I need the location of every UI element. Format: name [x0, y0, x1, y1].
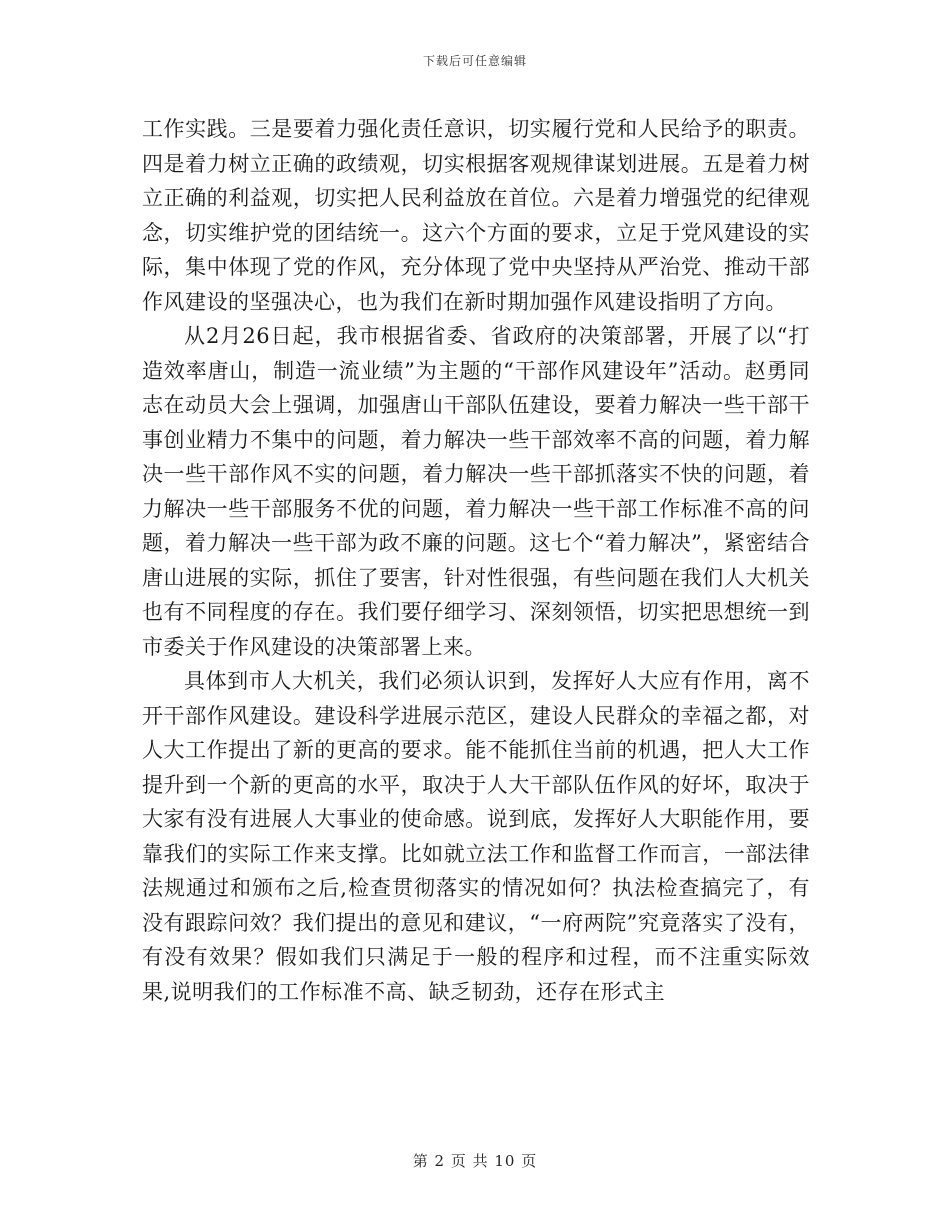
page-footer: 第 2 页 共 10 页: [412, 1152, 538, 1170]
paragraph-3: 具体到市人大机关，我们必须认识到，发挥好人大应有作用，离不开干部作风建设。建设科学进展示范区，建设人民群众的幸福之都，对人大工作提出了新的更高的要求。能不能抓住当前的机遇，把人大工作提升到一个新的更高的水平，取决于人大干部队伍作风的好坏，取决于大家有没有进展人大事业的使命感。说到底，发挥好人大职能作用，要靠我们的实际工作来支撑。比如就立法工作和监督工作而言，一部法律法规通过和颁布之后,检查贯彻落实的情况如何？执法检查搞完了，有没有跟踪问效？我们提出的意见和建议，“一府两院”究竟落实了没有，有没有效果？假如我们只满足于一般的程序和过程，而不注重实际效果,说明我们的工作标准不高、缺乏韧劲，还存在形式主: [142, 669, 810, 1004]
document-body: [142, 112, 810, 1009]
paragraph-2: 从2月26日起，我市根据省委、省政府的决策部署，开展了以“打造效率唐山，制造一流业绩”为主题的“干部作风建设年”活动。赵勇同志在动员大会上强调，加强唐山干部队伍建设，要着力解决一些干部干事创业精力不集中的问题，着力解决一些干部效率不高的问题，着力解决一些干部作风不实的问题，着力解决一些干部抓落实不快的问题，着力解决一些干部服务不优的问题，着力解决一些干部工作标准不高的问题，着力解决一些干部为政不廉的问题。这七个“着力解决”，紧密结合唐山进展的实际，抓住了要害，针对性很强，有些问题在我们人大机关也有不同程度的存在。我们要仔细学习、深刻领悟，切实把思想统一到市委关于作风建设的决策部署上来。: [142, 324, 810, 659]
paragraph-1: 工作实践。三是要着力强化责任意识，切实履行党和人民给予的职责。四是着力树立正确的政绩观，切实根据客观规律谋划进展。五是着力树立正确的利益观，切实把人民利益放在首位。六是着力增强党的纪律观念，切实维护党的团结统一。这六个方面的要求，立足于党风建设的实际，集中体现了党的作风，充分体现了党中央坚持从严治党、推动干部作风建设的坚强决心，也为我们在新时期加强作风建设指明了方向。: [142, 117, 810, 314]
page-header: 下载后可任意编辑: [422, 54, 527, 68]
